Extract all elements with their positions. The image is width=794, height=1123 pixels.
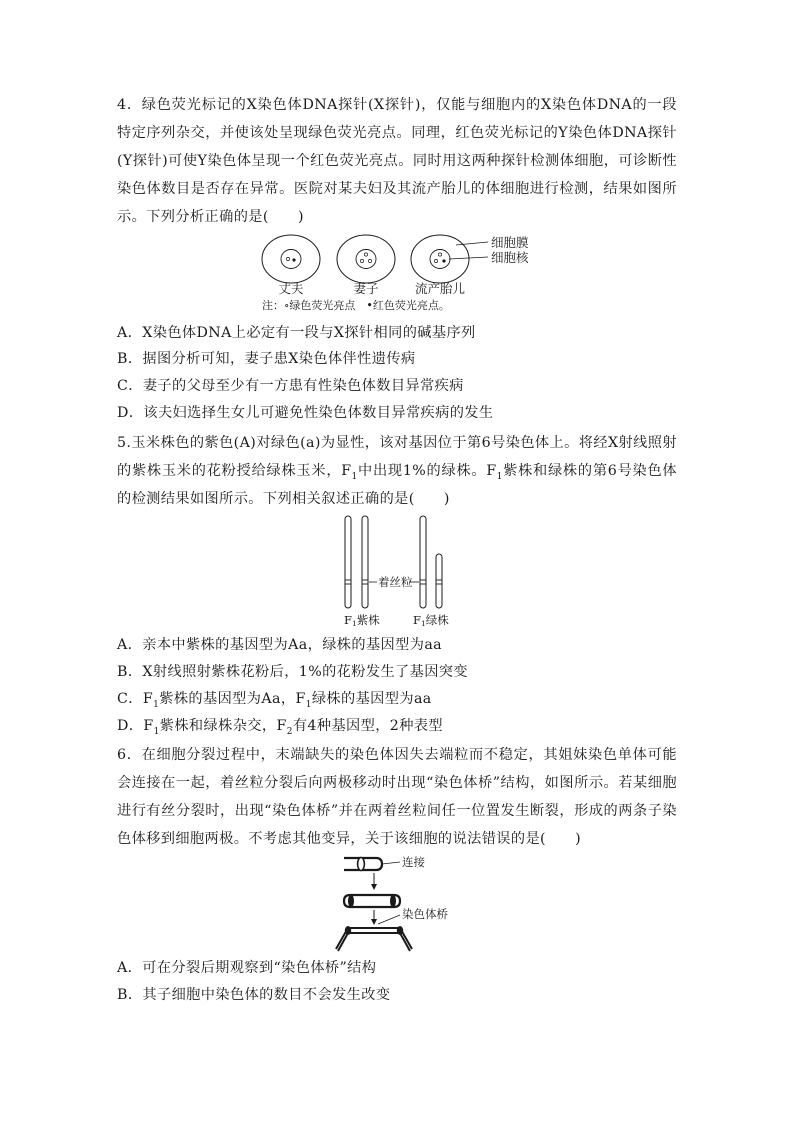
fetus-cell: [411, 235, 488, 283]
husband-cell: [262, 235, 320, 283]
green-chromosome-pair: [420, 516, 442, 608]
centromere: [390, 895, 396, 908]
red-dot: [442, 259, 445, 262]
green-dot: [286, 257, 289, 260]
arrow-down-icon: [371, 919, 377, 925]
q5-stem-part-b: 中出现1%的绿株。F: [357, 463, 497, 479]
green-dot: [360, 259, 363, 262]
purple-plant-label: F1紫株: [344, 613, 380, 628]
q5-stem-part-c: 紫株和绿株的第6号染色体的检测结果如图所示。下列相关叙述正确的是( ): [117, 463, 678, 507]
centromere: [345, 926, 351, 935]
red-dot: [292, 258, 295, 261]
subscript: 1: [496, 471, 503, 482]
figure-note: 注：∘绿色荧光亮点 •红色荧光亮点。: [262, 299, 450, 312]
q4-option-b: B．据图分析可知，妻子患X染色体伴性遗传病: [117, 351, 416, 367]
wife-cell: [337, 235, 395, 283]
connect-label: 连接: [402, 855, 425, 869]
nucleus-callout: 细胞核: [491, 250, 529, 265]
membrane-callout: 细胞膜: [491, 235, 529, 250]
green-plant-label: F1绿株: [413, 613, 449, 628]
q4-stem: 4．绿色荧光标记的X染色体DNA探针(X探针)，仅能与细胞内的X染色体DNA的一段特定序列杂交，并使该处呈现绿色荧光亮点。同理，红色荧光标记的Y染色体DNA探针(Y探针)可使Y染色体呈现一个红色荧光亮点。同时用这两种探针检测体细胞，可诊断性染色体数目是否存在异常。医院对某夫妇及其流产胎儿的体细胞进行检测，结果如图所示。下列分析正确的是( ): [117, 97, 677, 225]
centromere-label: 着丝粒: [378, 575, 413, 589]
green-dot: [364, 253, 367, 256]
q5-chromosome-figure: [335, 512, 455, 630]
chromosome: [345, 516, 351, 608]
green-dot: [438, 253, 441, 256]
chromosome: [362, 516, 368, 608]
green-dot: [368, 259, 371, 262]
q4-option-a: A．X染色体DNA上必定有一段与X探针相同的碱基序列: [117, 325, 476, 341]
bridge-label: 染色体桥: [402, 907, 448, 921]
subscript: 1: [351, 471, 358, 482]
separating-chromosomes: [344, 895, 400, 908]
q5-option-d: D．$F_1$紫株和绿株杂交，$F_2$有4种基因型，2种表型: [117, 718, 443, 737]
chromosome: [420, 516, 426, 608]
q5-option-b: B．X射线照射紫株花粉后，1%的花粉发生了基因突变: [117, 664, 468, 680]
fetus-label: 流产胎儿: [414, 281, 466, 296]
q5-stem-part-a: 5.玉米株色的紫色(A)对绿色(a)为显性，该对基因位于第6号染色体上。将经X射线照射的紫株玉米的花粉授给绿株玉米，F: [117, 435, 677, 479]
q5-option-c: C．$F_1$紫株的基因型为Aa，$F_1$绿株的基因型为aa: [117, 691, 432, 710]
centromere: [358, 858, 365, 871]
q6-bridge-figure: [338, 852, 468, 952]
husband-label: 丈夫: [278, 281, 304, 296]
connect-leader-line: [382, 862, 400, 864]
joined-chromatids: [344, 858, 400, 871]
q5-stem: [117, 429, 677, 513]
bridge-leader-line: [378, 915, 400, 924]
q5-option-a: A．亲本中紫株的基因型为Aa，绿株的基因型为aa: [117, 637, 443, 653]
q4-option-c: C．妻子的父母至少有一方患有性染色体数目异常疾病: [117, 378, 464, 394]
q6-option-b: B．其子细胞中染色体的数目不会发生改变: [117, 987, 391, 1003]
purple-chromosome-pair: [345, 516, 368, 608]
q4-cell-figure: [260, 232, 580, 320]
q6-stem: 6．在细胞分裂过程中，末端缺失的染色体因失去端粒而不稳定，其姐妹染色单体可能会连接在一起，着丝粒分裂后向两极移动时出现“染色体桥”结构，如图所示。若某细胞进行有丝分裂时，出现“染色体桥”并在两着丝粒间任一位置发生断裂，形成的两条子染色体移到细胞两极。不考虑其他变异，关于该细胞的说法错误的是( ): [117, 747, 677, 847]
arrow-down-icon: [371, 884, 377, 890]
centromere: [397, 926, 403, 935]
wife-label: 妻子: [353, 281, 379, 296]
q6-option-a: A．可在分裂后期观察到“染色体桥”结构: [117, 960, 377, 976]
centromere: [348, 895, 354, 908]
chromosome-bridge: [336, 926, 412, 951]
deleted-chromosome: [436, 554, 442, 608]
green-dot: [434, 259, 437, 262]
q4-option-d: D．该夫妇选择生女儿可避免性染色体数目异常疾病的发生: [117, 405, 494, 421]
